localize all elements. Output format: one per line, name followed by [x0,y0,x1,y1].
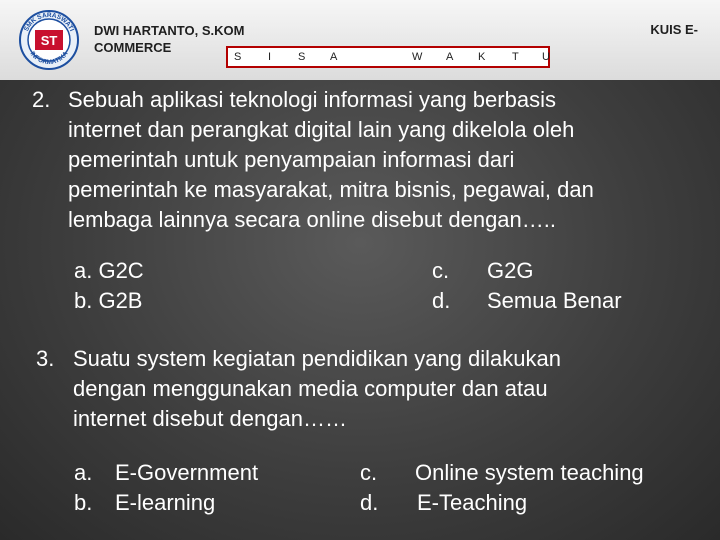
slide-header [0,0,720,80]
option-d-letter: d. [432,288,451,313]
question-line: Suatu system kegiatan pendidikan yang dilakukan [73,346,561,371]
question-line: internet dan perangkat digital lain yang dikelola oleh [68,117,575,142]
question-line: lembaga lainnya secara online disebut dengan….. [68,207,556,232]
letter: A [446,51,454,63]
quiz-title: KUIS E- [650,22,698,37]
question-line: pemerintah ke masyarakat, mitra bisnis, pegawai, dan [68,177,594,202]
option-d-text: Semua Benar [487,288,622,313]
question-line: pemerintah untuk penyampaian informasi dari [68,147,515,172]
question-number: 3. [36,346,55,371]
school-logo-icon [18,9,80,71]
option-c-letter: c. [432,258,450,283]
letter: T [512,51,519,63]
question-text [68,85,708,235]
question-line: Sebuah aplikasi teknologi informasi yang berbasis [68,87,556,112]
letter: A [330,51,338,63]
logo-text-top: SMK SARASWATI [22,11,76,33]
letter: U [542,51,550,63]
letter: S [298,51,306,63]
option-a-letter: a. [74,460,93,485]
question-line: dengan menggunakan media computer dan atau [73,376,548,401]
option-d-text: E-Teaching [417,490,528,515]
author-line-1: DWI HARTANTO, S.KOM [94,23,245,38]
option-c-text: G2G [487,258,534,283]
option-d-letter: d. [360,490,379,515]
option-c-letter: c. [360,460,378,485]
letter: W [412,51,423,63]
option-c-text: Online system teaching [415,460,644,485]
letter: S [234,51,242,63]
svg-text:ST: ST [40,33,58,48]
question-number: 2. [32,87,51,112]
option-a: a. G2C [74,258,144,283]
option-a-text: E-Government [115,460,259,485]
logo-text-bottom: INFORMATIKA [28,50,70,67]
letters-bar [226,46,550,68]
author-line-2: COMMERCE [94,40,172,55]
letter: K [478,51,486,63]
question-text [73,344,713,434]
option-b-text: E-learning [115,490,216,515]
option-b-letter: b. [74,490,93,515]
letter: I [268,51,272,63]
question-line: internet disebut dengan…… [73,406,347,431]
option-b: b. G2B [74,288,143,313]
